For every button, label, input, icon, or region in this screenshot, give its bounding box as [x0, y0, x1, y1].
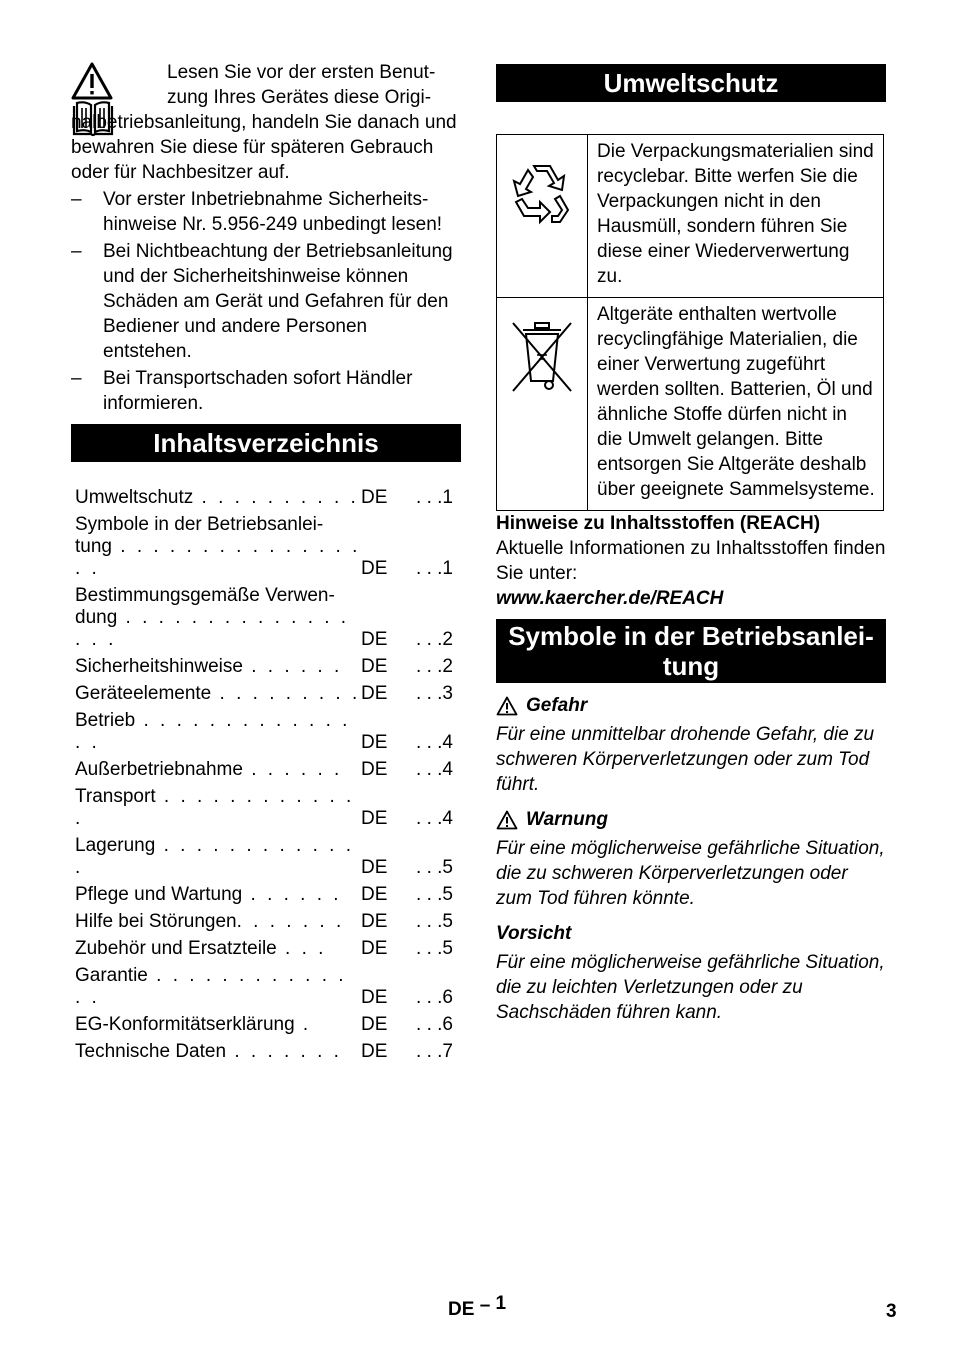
toc-lang: DE — [361, 987, 388, 1008]
toc-entry-title: Garantie — [75, 965, 148, 986]
toc-row[interactable] — [71, 1036, 461, 1063]
crossed-bin-icon-cell — [497, 298, 588, 511]
symbole-heading-line2: tung — [662, 651, 720, 681]
toc-row[interactable] — [71, 607, 461, 651]
toc-entry-title: Außerbetriebnahme — [75, 759, 243, 780]
toc-entry-title: Umweltschutz — [75, 487, 194, 508]
reach-title: Hinweise zu Inhaltsstoffen (REACH) — [496, 513, 821, 534]
toc-entry[interactable] — [71, 906, 361, 933]
toc-row[interactable] — [71, 1009, 461, 1036]
toc-lang: DE — [361, 629, 388, 650]
safety-list — [71, 187, 461, 416]
toc-row[interactable] — [71, 830, 461, 879]
toc-entry[interactable] — [71, 705, 361, 754]
toc-leader-dots: . . . . . . — [242, 884, 342, 905]
toc-page: . . .6 — [416, 987, 453, 1008]
right-column — [496, 64, 886, 1025]
toc-leader-dots: . . . . . . . . . . . . . — [75, 786, 355, 829]
toc-lang: DE — [361, 1041, 388, 1062]
toc-row[interactable] — [71, 754, 461, 781]
toc-entry-title: Sicherheitshinweise — [75, 656, 243, 677]
toc-lang: DE — [361, 656, 388, 677]
toc-page: . . .3 — [416, 683, 453, 704]
toc-page: . . .5 — [416, 884, 453, 905]
list-item-text: Bei Transportschaden sofort Händler informieren. — [103, 368, 413, 414]
toc-entry-title: Geräteelemente — [75, 683, 212, 704]
toc-page: . . .2 — [416, 629, 453, 650]
toc-row[interactable] — [71, 651, 461, 678]
warning-triangle-icon — [496, 696, 518, 716]
toc-body — [71, 482, 461, 1063]
toc-leader-dots: . . . . . . . . . . . . . . — [75, 965, 347, 1008]
toc-lang: DE — [361, 808, 388, 829]
toc-entry-line1: Bestimmungsgemäße Verwen- — [75, 585, 335, 606]
toc-page: . . .1 — [416, 487, 453, 508]
footer-section-label — [448, 1293, 507, 1322]
footer-num: 1 — [495, 1293, 507, 1314]
toc-lang: DE — [361, 1014, 388, 1035]
toc-page: . . .1 — [416, 558, 453, 579]
toc-row[interactable] — [71, 933, 461, 960]
toc-table — [71, 482, 461, 1063]
list-dash: – — [71, 189, 82, 210]
toc-leader-dots: . . . . . . . . . . — [193, 487, 359, 508]
toc-leader-dots: . . . . . . — [242, 759, 343, 780]
toc-leader-dots: . . . . . . . . . . . . . . . — [75, 710, 351, 753]
toc-entry[interactable] — [71, 536, 361, 580]
intro-section — [71, 60, 461, 185]
toc-page: . . .5 — [416, 911, 453, 932]
toc-lang: DE — [361, 759, 388, 780]
toc-row-head — [71, 580, 461, 607]
toc-entry[interactable] — [71, 651, 361, 678]
toc-entry[interactable] — [71, 754, 361, 781]
toc-lang: DE — [361, 732, 388, 753]
toc-leader-dots: . . . . . . . . . — [211, 683, 361, 704]
list-item — [71, 366, 461, 416]
toc-entry-title: Hilfe bei Störungen — [75, 911, 237, 932]
toc-page: . . .2 — [416, 656, 453, 677]
toc-entry[interactable] — [71, 960, 361, 1009]
warnung-label — [496, 807, 886, 832]
toc-entry[interactable] — [71, 781, 361, 830]
reach-link[interactable]: www.kaercher.de/REACH — [496, 588, 724, 609]
toc-page: . . .6 — [416, 1014, 453, 1035]
vorsicht-label — [496, 921, 886, 946]
toc-leader-dots: . . . . . . . — [236, 911, 345, 932]
reach-text: Aktuelle Informationen zu Inhaltsstoffen finden Sie unter: — [496, 538, 886, 584]
toc-row[interactable] — [71, 678, 461, 705]
toc-leader-dots: . . . . . . . . . . . . . . . . . — [75, 607, 350, 650]
toc-row-head — [71, 509, 461, 536]
toc-entry-title: Zubehör und Ersatzteile — [75, 938, 277, 959]
recycle-text: Die Verpackungsmaterialien sind recyclebar. Bitte werfen Sie die Verpackungen nicht in den Hausmüll, sondern führen Sie diese einer Wiederverwertung zu. — [588, 135, 884, 298]
toc-row[interactable] — [71, 536, 461, 580]
gefahr-text: Für eine unmittelbar drohende Gefahr, die zu schweren Körperverletzungen oder zum Tod führt. — [496, 724, 875, 795]
toc-heading: Inhaltsverzeichnis — [71, 424, 461, 462]
list-item — [71, 239, 461, 364]
toc-entry[interactable] — [71, 678, 361, 705]
toc-leader-dots: . . . . . . . . . . . . . — [75, 835, 354, 878]
toc-row[interactable] — [71, 960, 461, 1009]
recycle-icon — [504, 156, 580, 232]
toc-entry-title: EG-Konformitätserklärung — [75, 1014, 295, 1035]
symbole-heading-line1: Symbole in der Betriebsanlei- — [508, 621, 874, 651]
toc-entry[interactable] — [71, 1036, 361, 1063]
toc-lang: DE — [361, 884, 388, 905]
footer-lang: DE — [448, 1299, 475, 1320]
toc-lang: DE — [361, 857, 388, 878]
toc-entry-title: Lagerung — [75, 835, 156, 856]
toc-page: . . .7 — [416, 1041, 453, 1062]
toc-lang: DE — [361, 911, 388, 932]
environment-table — [496, 134, 884, 511]
toc-leader-dots: . . . . . . . — [226, 1041, 342, 1062]
toc-leader-dots: . . . — [276, 938, 327, 959]
intro-icons — [71, 62, 161, 108]
toc-page: . . .5 — [416, 857, 453, 878]
gefahr-label — [496, 693, 886, 718]
toc-entry[interactable] — [71, 830, 361, 879]
warning-triangle-icon — [496, 810, 518, 830]
toc-entry[interactable] — [71, 1009, 361, 1036]
toc-entry[interactable] — [71, 933, 361, 960]
recycle-icon-cell — [497, 135, 588, 298]
intro-text: Lesen Sie vor der ersten Benutzung Ihres Gerätes diese Originalbetriebsanleitung, handeln Sie danach und bewahren Sie diese für späteren Gebrauch oder für Nachbesitzer auf. — [71, 62, 457, 183]
list-item-text: Vor erster Inbetriebnahme Sicherheitshinweise Nr. 5.956-249 unbedingt lesen! — [103, 189, 443, 235]
toc-entry-title: Betrieb — [75, 710, 136, 731]
toc-row[interactable] — [71, 781, 461, 830]
toc-row[interactable] — [71, 482, 461, 509]
toc-entry-title: Technische Daten — [75, 1041, 227, 1062]
vorsicht-label-text: Vorsicht — [496, 923, 572, 944]
toc-page: . . .4 — [416, 808, 453, 829]
crossed-bin-icon — [509, 319, 575, 395]
toc-entry[interactable] — [71, 482, 361, 509]
list-item — [71, 187, 461, 237]
table-row — [497, 298, 884, 511]
toc-entry-line1: Symbole in der Betriebsanlei- — [75, 514, 324, 535]
symbole-heading — [496, 619, 886, 683]
weee-text: Altgeräte enthalten wertvolle recyclingfähige Materialien, die einer Verwertung zugeführt werden sollten. Batterien, Öl und ähnliche Stoffe dürfen nicht in die Umwelt gelangen. Bitte entsorgen Sie Altgeräte deshalb über geeignete Sammelsysteme. — [588, 298, 884, 511]
toc-page: . . .5 — [416, 938, 453, 959]
toc-page: . . .4 — [416, 759, 453, 780]
page-number: 3 — [886, 1301, 897, 1322]
toc-lang: DE — [361, 938, 388, 959]
toc-lang: DE — [361, 683, 388, 704]
warning-triangle-icon — [71, 62, 113, 100]
toc-leader-dots: . . . . . . . . . . . . . . . . . — [75, 536, 361, 579]
footer-sep: – — [479, 1295, 491, 1316]
toc-row[interactable] — [71, 906, 461, 933]
umweltschutz-heading: Umweltschutz — [496, 64, 886, 102]
toc-lang: DE — [361, 487, 388, 508]
gefahr-label-text: Gefahr — [526, 695, 588, 716]
warnung-text: Für eine möglicherweise gefährliche Situation, die zu schweren Körperverletzungen oder zum Tod führen könnte. — [496, 838, 885, 909]
list-dash: – — [71, 368, 82, 389]
table-row — [497, 135, 884, 298]
toc-row[interactable] — [71, 879, 461, 906]
toc-page: . . .4 — [416, 732, 453, 753]
toc-entry-title: tung — [75, 536, 112, 557]
toc-row[interactable] — [71, 705, 461, 754]
toc-entry[interactable] — [71, 879, 361, 906]
left-column — [71, 60, 461, 1063]
toc-entry-title: dung — [75, 607, 118, 628]
toc-lang: DE — [361, 558, 388, 579]
toc-leader-dots: . . . . . . — [242, 656, 343, 677]
list-dash: – — [71, 241, 82, 262]
warnung-label-text: Warnung — [526, 809, 608, 830]
toc-entry-title: Transport — [75, 786, 156, 807]
toc-entry[interactable] — [71, 607, 361, 651]
vorsicht-text: Für eine möglicherweise gefährliche Situation, die zu leichten Verletzungen oder zu Sachschäden führen kann. — [496, 952, 885, 1023]
toc-leader-dots: . — [294, 1014, 312, 1035]
toc-entry-title: Pflege und Wartung — [75, 884, 243, 905]
list-item-text: Bei Nichtbeachtung der Betriebsanleitung und der Sicherheitshinweise können Schäden am Gerät und Gefahren für den Bediener und andere Personen entstehen. — [103, 241, 453, 362]
